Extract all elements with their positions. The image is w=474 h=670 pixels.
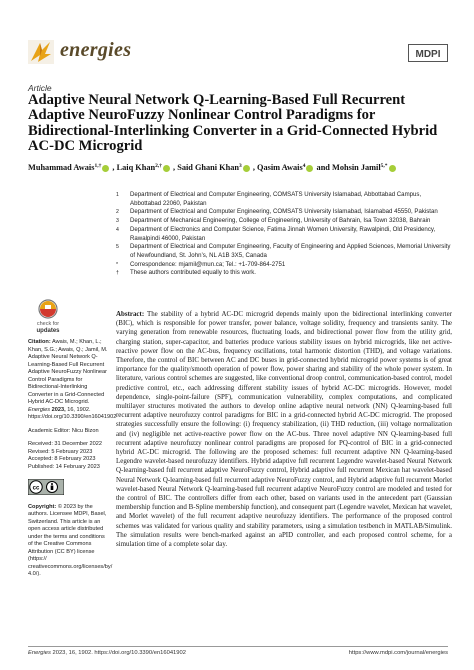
affiliation-text: These authors contributed equally to this work. [130,269,257,277]
author-name[interactable]: Mohsin Jamil [332,163,381,172]
footer-journal: Energies [28,650,51,656]
affiliation-item [116,191,452,208]
citation-label: Citation: [28,339,51,345]
citation-text: Awais, M.; Khan, L.; Khan, S.G.; Awais, Q.; Jamil, M. Adaptive Neural Network Q-Learning-Based Full Recurrent Adaptive NeuroFuzzy Nonlinear Control Paradigms for Bidirectional-Interlinking Converter in a Grid-Connected Hybrid AC-DC Microgrid. [28,339,108,405]
citation-year: 2023, [51,406,66,413]
orcid-icon[interactable] [306,165,313,172]
author-affiliation-mark: 4 [302,163,306,169]
author-name[interactable]: Laiq Khan [116,163,156,172]
affiliation-mark: 4 [116,226,119,233]
abstract-text: The stability of a hybrid AC-DC microgrid depends mainly upon the bidirectional interlinking converter (BIC), which is responsible for power transfer, power balance, voltage solidity, frequency and transients sanity. The varying generation from renewable resources, fluctuating loads, and bidirectional power flow from the utility grid, charging station, super-capacitor, and batteries produce various stability issues on hybrid microgrids, like net active-reactive power flow on the AC-bus, frequency oscillations, total harmonic distortion (THD), and voltage variations. Therefore, the control of BIC between AC and DC buses in grid-connected hybrid microgrid power systems is of great importance for the quality/smooth operation of power flow, power sharing and stability of the whole power system. In literature, various control schemes are suggested, like conventional droop control, communication-based control, model predictive control, etc., each addressing different stability issues of hybrid AC-DC microgrids. However, model dependence, single-point-failure (SPF), communication vulnerability, complex computations, and complicated multilayer structures motivated the authors to develop online adaptive neural network (NN) Q-learning-based full recurrent adaptive neurofuzzy control paradigms for BIC in a grid-connected hybrid AC-DC microgrid. The proposed strategies successfully ensure the following: (i) frequency stabilization, (ii) THD reduction, (iii) voltage normalization and (iv) negligible net active-reactive power flow on the AC-bus. Three novel adaptive NN Q-learning-based full recurrent adaptive neurofuzzy nonlinear control paradigms are proposed for PQ-control of BIC in a grid-connected hybrid AC-DC microgrid. The following are the proposed schemes: full recurrent adaptive NN Q-learning-based Legendre wavelet-based neurofuzzy identifiers. Hybrid adaptive full recurrent Legendre wavelet-based Neural Network Q-learning-based full recurrent adaptive NeuroFuzzy control, Hybrid adaptive full recurrent Mexican hat wavelet-based Neural Network Q-learning-based full recurrent adaptive NeuroFuzzy control, and Hybrid adaptive full recurrent Morlet wavelet-based Neural Network Q-learning-based full recurrent adaptive NeuroFuzzy control are modeled and tested for the control of BIC. The controllers differ from each other, based on variants used in the antecedent part (Gaussian membership function and B-Spline membership function), and consequent part (Legendre wavelet, Mexican hat wavelet, and Morlet wavelet) of the full recurrent adaptive neurofuzzy identifiers. The performance of the proposed control schemes was validated for various quality and stability parameters, using a simulation testbench in MATLAB/Simulink. The simulation results were bench-marked against an aPID controller, and each proposed control scheme, for a simulation time of a complete solar day. [116,310,452,549]
affiliation-item [116,217,452,226]
publisher-name: MDPI [415,49,441,60]
cc-badge-text: cc [32,485,40,492]
check-for-updates-icon[interactable] [28,298,68,334]
copyright-label: Copyright: [28,503,57,510]
affiliation-mark: † [116,270,119,277]
citation-block [28,339,117,422]
author-separator: and [316,163,330,172]
affiliation-text: Department of Electrical and Computer Engineering, COMSATS University Islamabad, Islamabad 45550, Pakistan [130,208,438,216]
footer-doi[interactable]: 2023, 16, 1902. https://doi.org/10.3390/en16041902 [52,650,186,656]
check-updates-line2: updates [36,328,60,334]
affiliation-text: Department of Electrical and Computer Engineering, COMSATS University Islamabad, Abbottabad Campus, Abbottabad 22060, Pakistan [130,191,422,207]
date-revised: Revised: 5 February 2023 [28,448,93,455]
citation-journal: Energies [28,406,51,413]
orcid-icon[interactable] [243,165,250,172]
affiliation-item [116,261,452,270]
orcid-icon[interactable] [102,165,109,172]
abstract-label: Abstract: [116,310,145,318]
author-name[interactable]: Muhammad Awais [28,163,95,172]
affiliation-mark: * [116,261,119,268]
journal-logo-icon [28,40,54,64]
cc-by-license-icon[interactable] [28,479,64,495]
affiliation-text: Department of Mechanical Engineering, College of Engineering, University of Bahrain, Isa Town 32038, Bahrain [130,217,431,225]
author-list [28,163,448,172]
publication-dates [28,441,110,471]
author-separator: , [173,163,176,172]
copyright-block [28,503,113,579]
date-accepted: Accepted: 8 February 2023 [28,456,96,462]
article-type: Article [28,83,52,93]
affiliation-text: Department of Electrical and Computer Engineering, Faculty of Engineering and Applied Sciences, Memorial University of Newfoundland, St. John’s, NL A1B 3X5, Canada [130,243,451,259]
abstract [116,310,452,549]
copyright-text: © 2023 by the authors. Licensee MDPI, Basel, Switzerland. This article is an open access article distributed under the terms and conditions of the Creative Commons Attribution (CC BY) license (https:// creativecommons.org/licenses/by/ 4.0/). [28,503,113,577]
academic-editor: Academic Editor: Nicu Bizon [28,427,99,434]
author-affiliation-mark: 2,† [155,163,162,169]
citation-doi[interactable]: 16, 1902. https://doi.org/10.3390/en16041902 [28,406,117,420]
affiliation-text: Department of Electronics and Computer Science, Fatima Jinnah Women University, Rawalpindi, Old Presidency, Rawalpindi 46000, Pakistan [130,225,436,242]
footer-journal-url[interactable]: https://www.mdpi.com/journal/energies [348,650,448,656]
affiliation-item [116,243,452,260]
author-name[interactable]: Qasim Awais [257,163,303,172]
author-separator: , [252,163,255,172]
affiliation-item [116,208,452,217]
author-name[interactable]: Said Ghani Khan [177,163,240,172]
journal-name[interactable]: energies [60,39,132,61]
author-separator: , [112,163,115,172]
sidebar [28,339,117,585]
check-updates-line1: check for [36,321,60,327]
date-received: Received: 31 December 2022 [28,441,103,447]
affiliation-mark: 5 [116,244,119,251]
author-affiliation-mark: 1,† [94,163,102,169]
author-affiliation-mark: 3 [239,163,242,169]
affiliation-item [116,226,452,243]
paper-title: Adaptive Neural Network Q-Learning-Based Full Recurrent Adaptive NeuroFuzzy Nonlinear Control Paradigms for Bidirectional-Interlinking Converter in a Grid-Connected Hybrid AC-DC Microgrid [28,92,438,155]
orcid-icon[interactable] [163,165,170,172]
affiliation-list [116,191,452,278]
affiliation-item [116,269,452,278]
affiliation-mark: 3 [116,218,119,225]
affiliation-mark: 2 [116,209,119,216]
footer-citation [28,650,186,656]
author-affiliation-mark: 5,* [380,163,388,169]
date-published: Published: 14 February 2023 [28,463,100,470]
orcid-icon[interactable] [389,165,396,172]
mdpi-logo-icon[interactable] [408,44,448,62]
footer-divider [28,646,448,647]
affiliation-mark: 1 [116,192,119,198]
affiliation-text: Correspondence: mjamil@mun.ca; Tel.: +1-709-864-2751 [130,260,286,268]
